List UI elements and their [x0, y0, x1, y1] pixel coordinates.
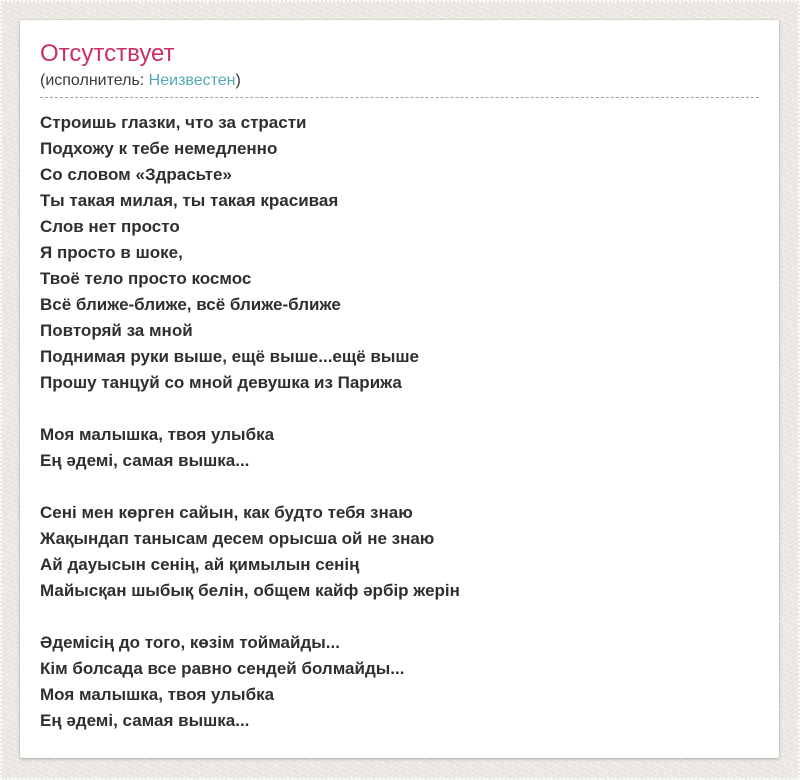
lyric-line: Всё ближе-ближе, всё ближе-ближе	[40, 295, 341, 314]
artist-link[interactable]: Неизвестен	[148, 72, 236, 89]
lyric-line: Майысқан шыбық белін, общем кайф әрбір жерін	[40, 581, 460, 600]
lyrics	[40, 110, 759, 734]
stanza	[40, 500, 759, 604]
lyric-line: Поднимая руки выше, ещё выше...ещё выше	[40, 347, 419, 366]
lyric-line: Со словом «Здрасьте»	[40, 165, 232, 184]
lyric-line: Я просто в шоке,	[40, 243, 183, 262]
stanza	[40, 422, 759, 474]
stanza	[40, 110, 759, 396]
lyric-line: Слов нет просто	[40, 217, 180, 236]
lyric-line: Строишь глазки, что за страсти	[40, 113, 307, 132]
artist-subtitle	[40, 71, 759, 91]
lyric-line: Твоё тело просто космос	[40, 269, 252, 288]
lyric-line: Подхожу к тебе немедленно	[40, 139, 278, 158]
lyric-line: Ты такая милая, ты такая красивая	[40, 191, 339, 210]
lyric-line: Повторяй за мной	[40, 321, 193, 340]
lyric-line: Ең әдемі, самая вышка...	[40, 711, 250, 730]
song-header	[40, 40, 759, 98]
lyric-line: Моя малышка, твоя улыбка	[40, 685, 275, 704]
subtitle-prefix: (исполнитель:	[40, 72, 149, 89]
content-card	[20, 20, 779, 758]
lyric-line: Жақындап танысам десем орысша ой не знаю	[40, 529, 435, 548]
lyric-line: Кім болсада все равно сендей болмайды...	[40, 659, 405, 678]
stanza	[40, 630, 759, 734]
lyric-line: Моя малышка, твоя улыбка	[40, 425, 275, 444]
lyric-line: Ай дауысын сенің, ай қимылын сенің	[40, 555, 360, 574]
page-title: Отсутствует	[40, 40, 175, 67]
lyric-line: Прошу танцуй со мной девушка из Парижа	[40, 373, 402, 392]
lyric-line: Сені мен көрген сайын, как будто тебя знаю	[40, 503, 413, 522]
subtitle-suffix: )	[235, 72, 241, 89]
lyric-line: Ең әдемі, самая вышка...	[40, 451, 250, 470]
lyric-line: Әдемісің до того, көзім тоймайды...	[40, 633, 340, 652]
